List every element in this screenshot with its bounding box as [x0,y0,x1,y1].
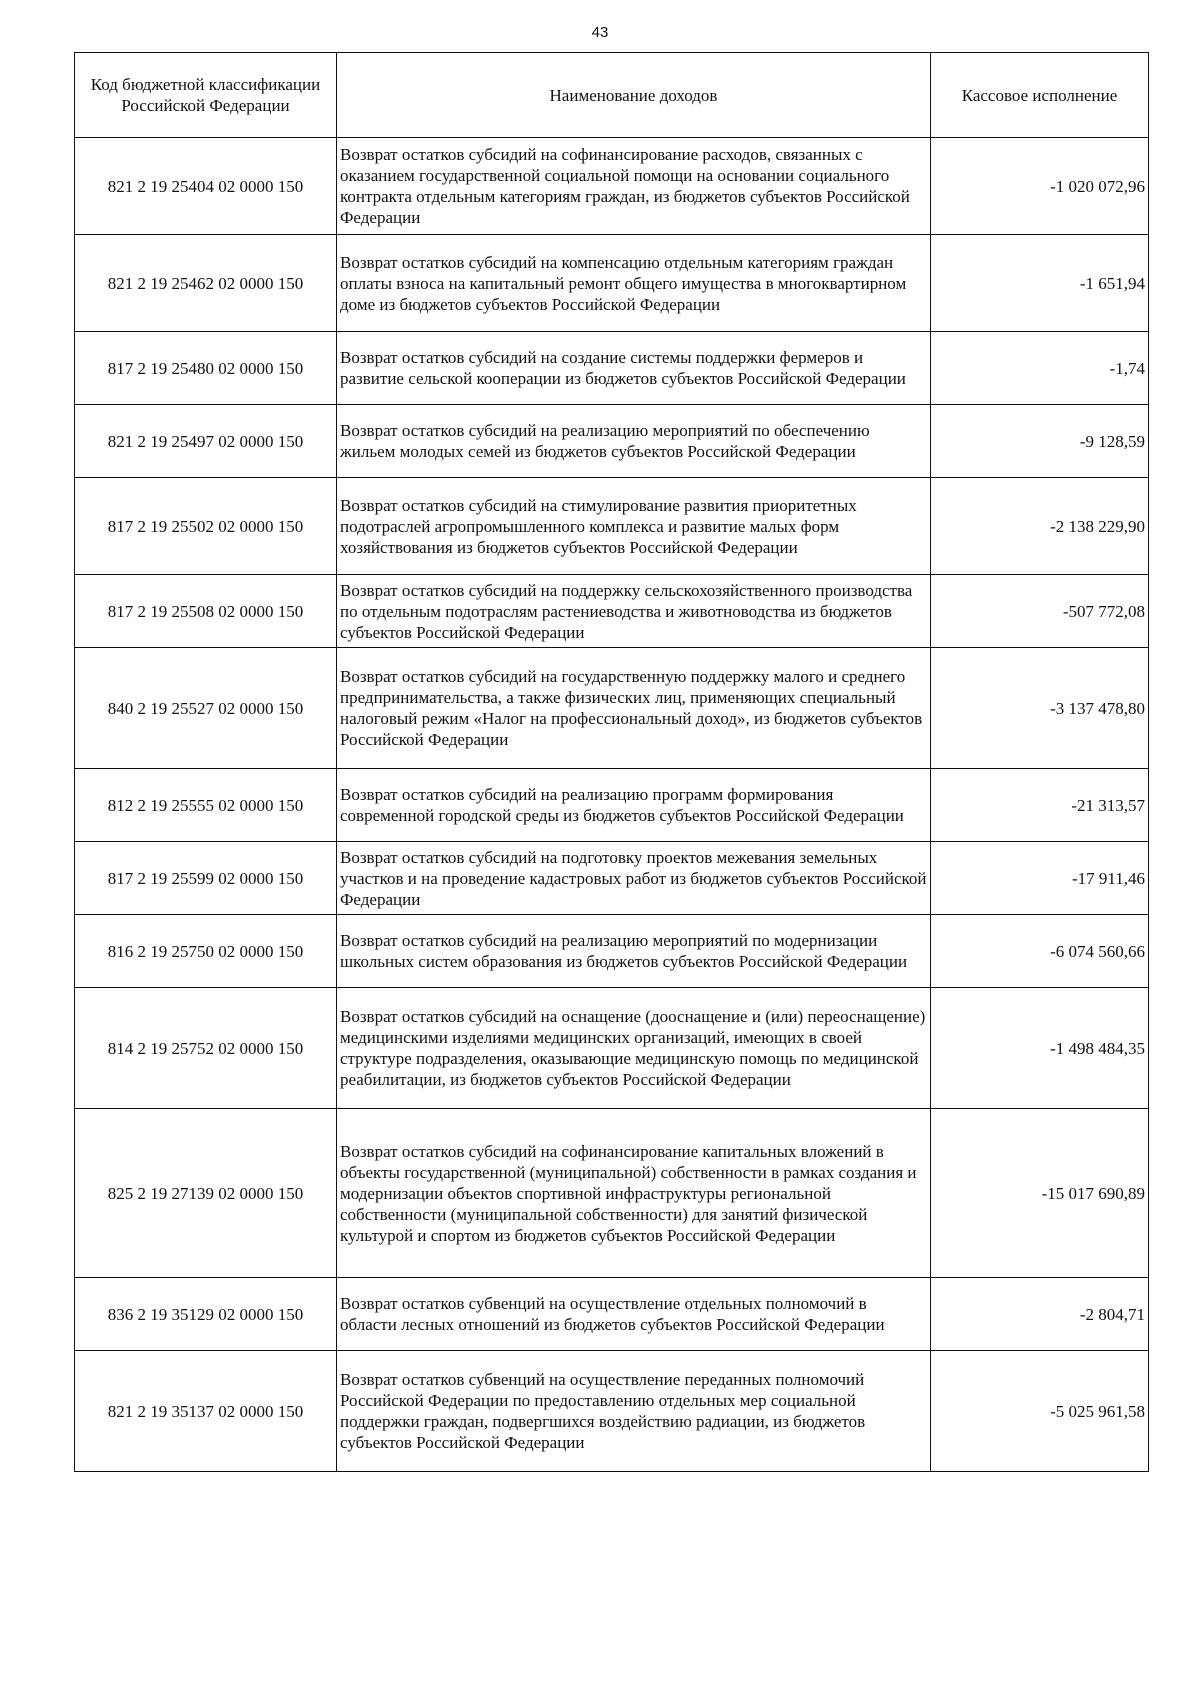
table-row [75,332,1149,405]
row-cash-execution: -17 911,46 [931,842,1149,915]
row-cash-execution: -507 772,08 [931,575,1149,648]
row-cash-execution: -6 074 560,66 [931,915,1149,988]
row-cash-execution: -2 804,71 [931,1278,1149,1351]
table-body [75,138,1149,1472]
row-cash-execution: -1,74 [931,332,1149,405]
row-budget-code: 821 2 19 25497 02 0000 150 [75,405,337,478]
table-row [75,769,1149,842]
row-income-name: Возврат остатков субсидий на софинансирование расходов, связанных с оказанием государственной социальной помощи на основании социального контракта отдельным категориям граждан, из бюджетов субъектов Российской Федерации [337,138,931,235]
row-income-name: Возврат остатков субсидий на софинансирование капитальных вложений в объекты государственной (муниципальной) собственности в рамках создания и модернизации объектов спортивной инфраструктуры региональной собственности (муниципальной собственности) для занятий физической культурой и спортом из бюджетов субъектов Российской Федерации [337,1109,931,1278]
row-budget-code: 814 2 19 25752 02 0000 150 [75,988,337,1109]
row-income-name: Возврат остатков субвенций на осуществление отдельных полномочий в области лесных отношений из бюджетов субъектов Российской Федерации [337,1278,931,1351]
row-cash-execution: -2 138 229,90 [931,478,1149,575]
table-row [75,988,1149,1109]
table-row [75,138,1149,235]
row-cash-execution: -1 651,94 [931,235,1149,332]
table-row [75,235,1149,332]
table-row [75,575,1149,648]
row-income-name: Возврат остатков субсидий на реализацию программ формирования современной городской среды из бюджетов субъектов Российской Федерации [337,769,931,842]
row-budget-code: 821 2 19 35137 02 0000 150 [75,1351,337,1472]
row-income-name: Возврат остатков субсидий на поддержку сельскохозяйственного производства по отдельным подотраслям растениеводства и животноводства из бюджетов субъектов Российской Федерации [337,575,931,648]
table-row [75,1109,1149,1278]
row-budget-code: 840 2 19 25527 02 0000 150 [75,648,337,769]
row-income-name: Возврат остатков субсидий на оснащение (дооснащение и (или) переоснащение) медицинскими изделиями медицинских организаций, имеющих в своей структуре подразделения, оказывающие медицинскую помощь по медицинской реабилитации, из бюджетов субъектов Российской Федерации [337,988,931,1109]
table-row [75,1351,1149,1472]
row-cash-execution: -21 313,57 [931,769,1149,842]
row-budget-code: 816 2 19 25750 02 0000 150 [75,915,337,988]
table-row [75,842,1149,915]
table-row [75,648,1149,769]
table-row [75,478,1149,575]
table-row [75,1278,1149,1351]
row-income-name: Возврат остатков субсидий на реализацию мероприятий по обеспечению жильем молодых семей из бюджетов субъектов Российской Федерации [337,405,931,478]
row-cash-execution: -15 017 690,89 [931,1109,1149,1278]
row-budget-code: 817 2 19 25508 02 0000 150 [75,575,337,648]
header-income-name: Наименование доходов [337,53,931,138]
row-cash-execution: -1 498 484,35 [931,988,1149,1109]
row-budget-code: 821 2 19 25462 02 0000 150 [75,235,337,332]
header-budget-code: Код бюджетной классификации Российской Федерации [75,53,337,138]
row-budget-code: 817 2 19 25480 02 0000 150 [75,332,337,405]
table-row [75,405,1149,478]
row-cash-execution: -1 020 072,96 [931,138,1149,235]
row-budget-code: 817 2 19 25502 02 0000 150 [75,478,337,575]
row-budget-code: 836 2 19 35129 02 0000 150 [75,1278,337,1351]
row-cash-execution: -9 128,59 [931,405,1149,478]
row-budget-code: 812 2 19 25555 02 0000 150 [75,769,337,842]
budget-income-table [74,52,1149,1472]
table-row [75,915,1149,988]
row-income-name: Возврат остатков субсидий на компенсацию отдельным категориям граждан оплаты взноса на капитальный ремонт общего имущества в многоквартирном доме из бюджетов субъектов Российской Федерации [337,235,931,332]
row-income-name: Возврат остатков субсидий на реализацию мероприятий по модернизации школьных систем образования из бюджетов субъектов Российской Федерации [337,915,931,988]
page-number: 43 [591,24,609,41]
row-budget-code: 825 2 19 27139 02 0000 150 [75,1109,337,1278]
row-income-name: Возврат остатков субсидий на государственную поддержку малого и среднего предпринимательства, а также физических лиц, применяющих специальный налоговый режим «Налог на профессиональный доход», из бюджетов субъектов Российской Федерации [337,648,931,769]
header-cash-execution: Кассовое исполнение [931,53,1149,138]
table-header-row [75,53,1149,138]
row-budget-code: 821 2 19 25404 02 0000 150 [75,138,337,235]
row-income-name: Возврат остатков субсидий на стимулирование развития приоритетных подотраслей агропромышленного комплекса и развитие малых форм хозяйствования из бюджетов субъектов Российской Федерации [337,478,931,575]
row-budget-code: 817 2 19 25599 02 0000 150 [75,842,337,915]
row-income-name: Возврат остатков субсидий на подготовку проектов межевания земельных участков и на проведение кадастровых работ из бюджетов субъектов Российской Федерации [337,842,931,915]
row-cash-execution: -5 025 961,58 [931,1351,1149,1472]
row-income-name: Возврат остатков субвенций на осуществление переданных полномочий Российской Федерации по предоставлению отдельных мер социальной поддержки граждан, подвергшихся воздействию радиации, из бюджетов субъектов Российской Федерации [337,1351,931,1472]
row-income-name: Возврат остатков субсидий на создание системы поддержки фермеров и развитие сельской кооперации из бюджетов субъектов Российской Федерации [337,332,931,405]
row-cash-execution: -3 137 478,80 [931,648,1149,769]
